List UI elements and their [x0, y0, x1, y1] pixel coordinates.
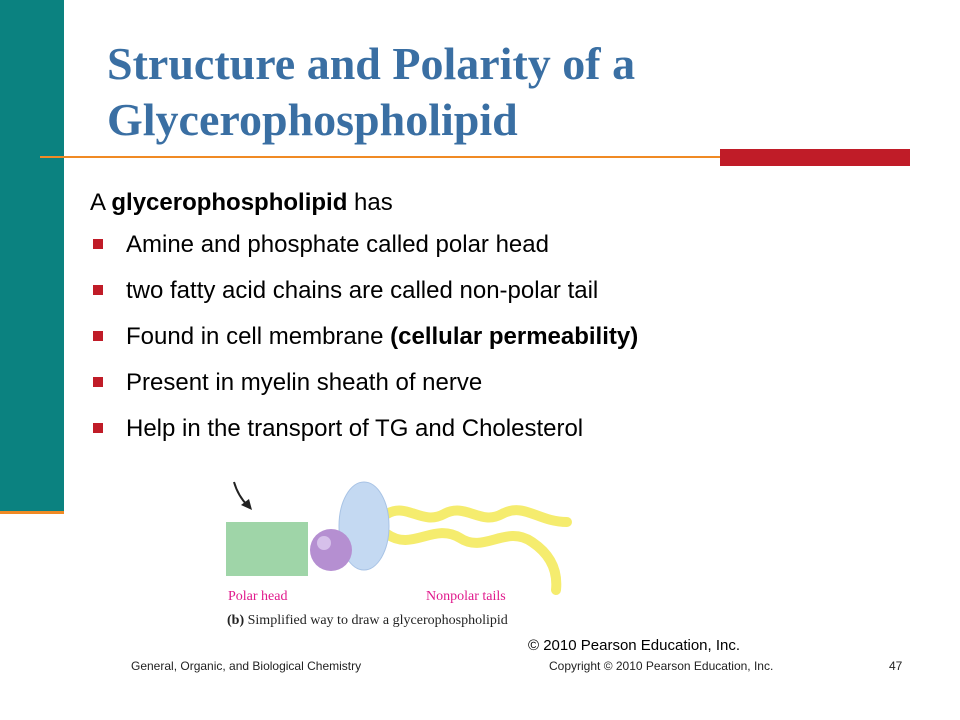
footer-copyright: Copyright © 2010 Pearson Education, Inc. [549, 659, 774, 673]
pointer-arrow-icon [234, 482, 252, 510]
nonpolar-tail-lower [387, 533, 556, 590]
square-bullet-icon [93, 423, 103, 433]
nonpolar-tail-upper [387, 510, 567, 522]
bullet-bold-text: (cellular permeability) [390, 323, 639, 350]
square-bullet-icon [93, 331, 103, 341]
intro-suffix: has [347, 189, 393, 216]
square-bullet-icon [93, 377, 103, 387]
bullet-item [90, 368, 638, 414]
polar-head-label: Polar head [228, 589, 288, 604]
square-bullet-icon [93, 285, 103, 295]
intro-prefix: A [90, 189, 112, 216]
bullet-text: Help in the transport of TG and Cholesterol [126, 415, 584, 442]
square-bullet-icon [93, 239, 103, 249]
figure-caption-prefix: (b) [227, 613, 245, 628]
bullet-text: Amine and phosphate called polar head [126, 231, 549, 258]
sidebar-bar [0, 0, 64, 513]
bullet-text: Present in myelin sheath of nerve [126, 369, 483, 396]
intro-keyword: glycerophospholipid [111, 189, 348, 216]
bullet-item [90, 230, 638, 276]
figure-caption-text: Simplified way to draw a glycerophospholipid [244, 613, 508, 628]
figure-caption [227, 613, 508, 628]
bullet-list [90, 230, 638, 460]
bullet-item [90, 414, 638, 460]
bullet-item [90, 322, 638, 368]
bullet-item [90, 276, 638, 322]
phosphate-highlight [317, 536, 331, 550]
glycerophospholipid-figure [222, 474, 582, 634]
title-accent-bar [720, 149, 910, 166]
sidebar-underline [0, 511, 64, 514]
intro-text [90, 188, 393, 218]
footer-course-title: General, Organic, and Biological Chemistry [131, 659, 362, 673]
bullet-text: two fatty acid chains are called non-polar tail [126, 277, 599, 304]
phosphate-sphere [310, 529, 352, 571]
page-number: 47 [889, 659, 903, 673]
nonpolar-tails-label: Nonpolar tails [426, 589, 506, 604]
slide-title: Structure and Polarity of a Glycerophospholipid [107, 38, 636, 145]
figure-copyright: © 2010 Pearson Education, Inc. [528, 637, 741, 654]
polar-head-square [226, 522, 308, 576]
bullet-text: Found in cell membrane [126, 323, 391, 350]
